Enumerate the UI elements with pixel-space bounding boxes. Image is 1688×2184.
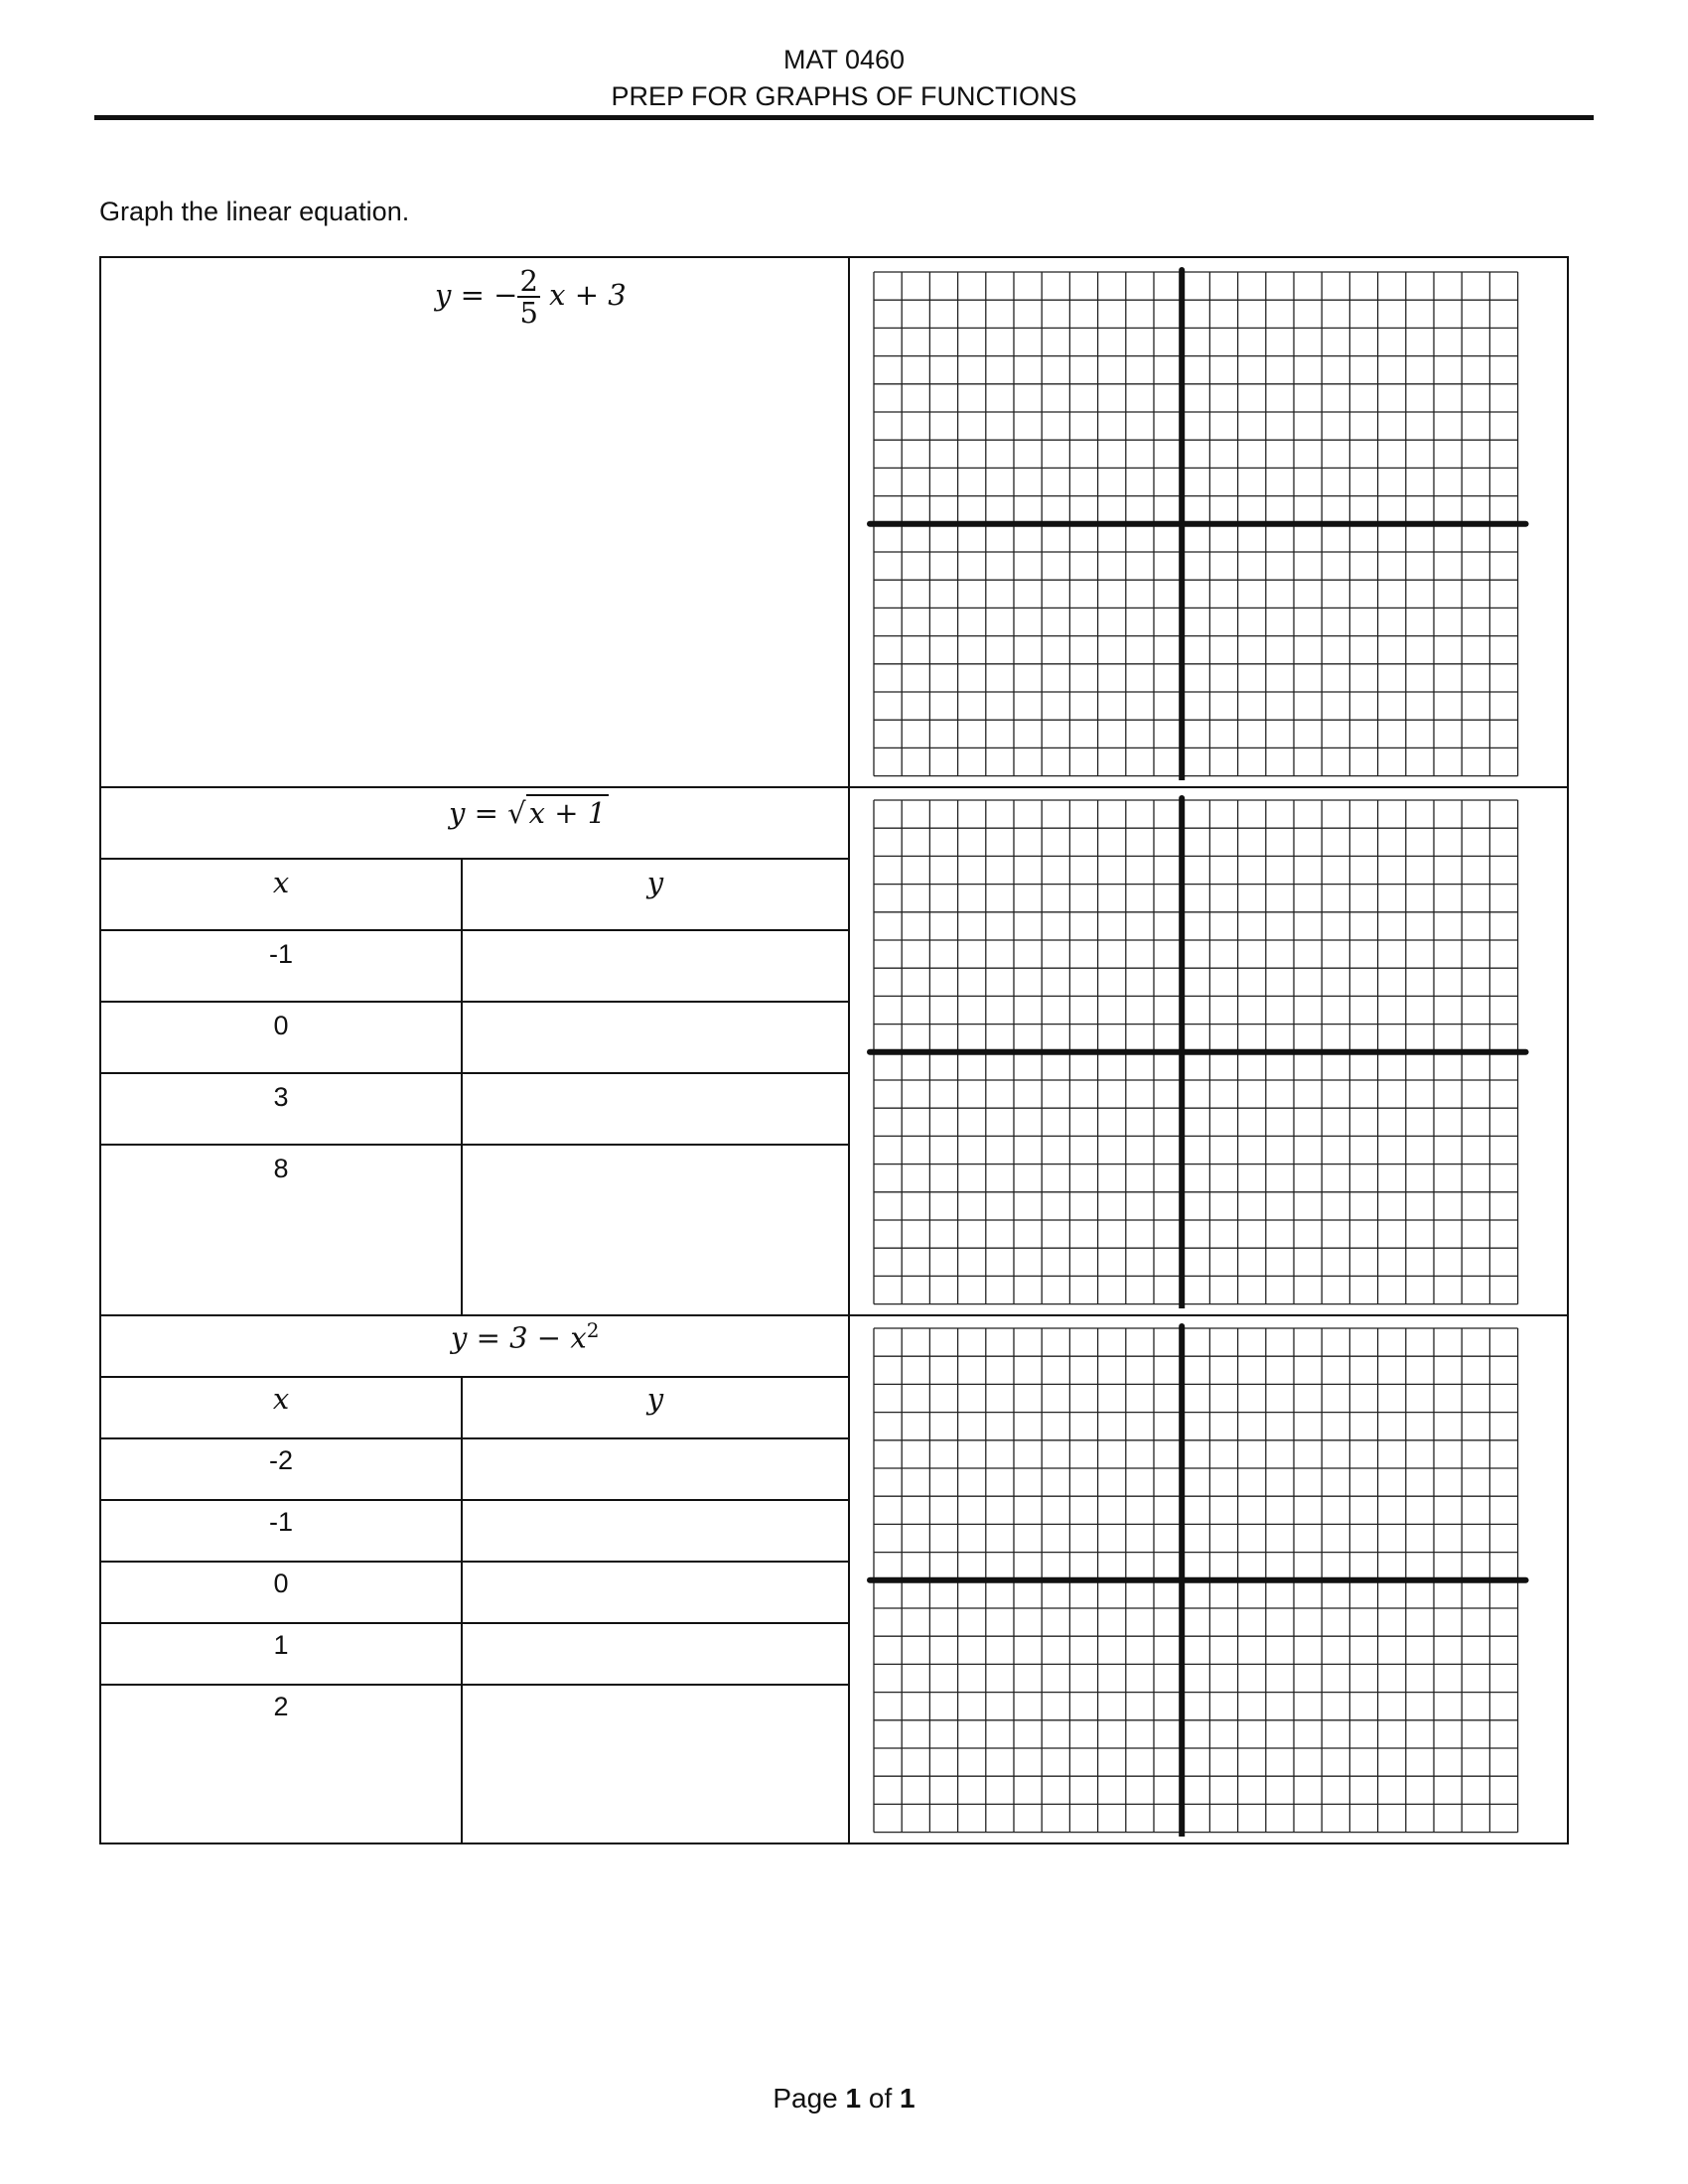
course-code: MAT 0460 — [782, 45, 906, 74]
table-2-col-divider — [461, 858, 463, 1314]
table-2-rule — [101, 1072, 848, 1074]
page-header — [0, 42, 1688, 115]
x-value: 8 — [273, 1154, 289, 1183]
sqrt-argument: x + 1 — [526, 794, 610, 830]
coordinate-grid-2[interactable] — [866, 792, 1551, 1308]
total-pages: 1 — [900, 2083, 915, 2114]
x-value: -1 — [268, 1507, 293, 1537]
table-3-rule — [101, 1437, 848, 1439]
header-rule — [94, 115, 1594, 120]
table-3-rule — [101, 1561, 848, 1563]
y-column-header: y — [646, 1382, 664, 1416]
equation-2: y = √ x + 1 — [449, 794, 609, 830]
table-2-rule — [101, 1001, 848, 1003]
table-3-rule — [101, 1622, 848, 1624]
x-value: 0 — [273, 1569, 289, 1598]
worksheet-title: PREP FOR GRAPHS OF FUNCTIONS — [611, 81, 1077, 111]
x-column-header: x — [272, 1382, 290, 1416]
column-divider — [848, 258, 850, 1843]
instruction-text: Graph the linear equation. — [99, 197, 410, 226]
page-footer: Page 1 of 1 — [773, 2083, 915, 2114]
section-divider-1 — [101, 786, 1567, 788]
coordinate-grid-3[interactable] — [866, 1320, 1551, 1837]
equation-3: $y = 3 - x^2$ — [451, 1318, 600, 1355]
table-3-rule — [101, 1376, 848, 1378]
exponent: 2 — [586, 1318, 600, 1342]
worksheet-table — [99, 256, 1569, 1844]
y-column-header: y — [646, 866, 664, 899]
x-column-header: x — [272, 866, 290, 899]
table-3-rule — [101, 1684, 848, 1686]
x-value: 2 — [273, 1692, 289, 1721]
coordinate-grid-1[interactable] — [866, 264, 1551, 780]
x-value: 0 — [273, 1011, 289, 1040]
table-2-rule — [101, 858, 848, 860]
table-2-rule — [101, 1144, 848, 1146]
current-page: 1 — [845, 2083, 862, 2114]
table-2-rule — [101, 929, 848, 931]
table-3-rule — [101, 1499, 848, 1501]
x-value: 1 — [273, 1630, 289, 1660]
table-3-col-divider — [461, 1376, 463, 1843]
x-value: -2 — [268, 1445, 293, 1475]
fraction-numerator: 2 — [519, 264, 538, 298]
fraction-denominator: 5 — [519, 296, 538, 330]
x-value: -1 — [268, 939, 293, 969]
x-value: 3 — [273, 1082, 289, 1112]
equation-1: y = − $\frac{2}{5}$ x + 3 — [435, 264, 627, 330]
section-divider-2 — [101, 1314, 1567, 1316]
